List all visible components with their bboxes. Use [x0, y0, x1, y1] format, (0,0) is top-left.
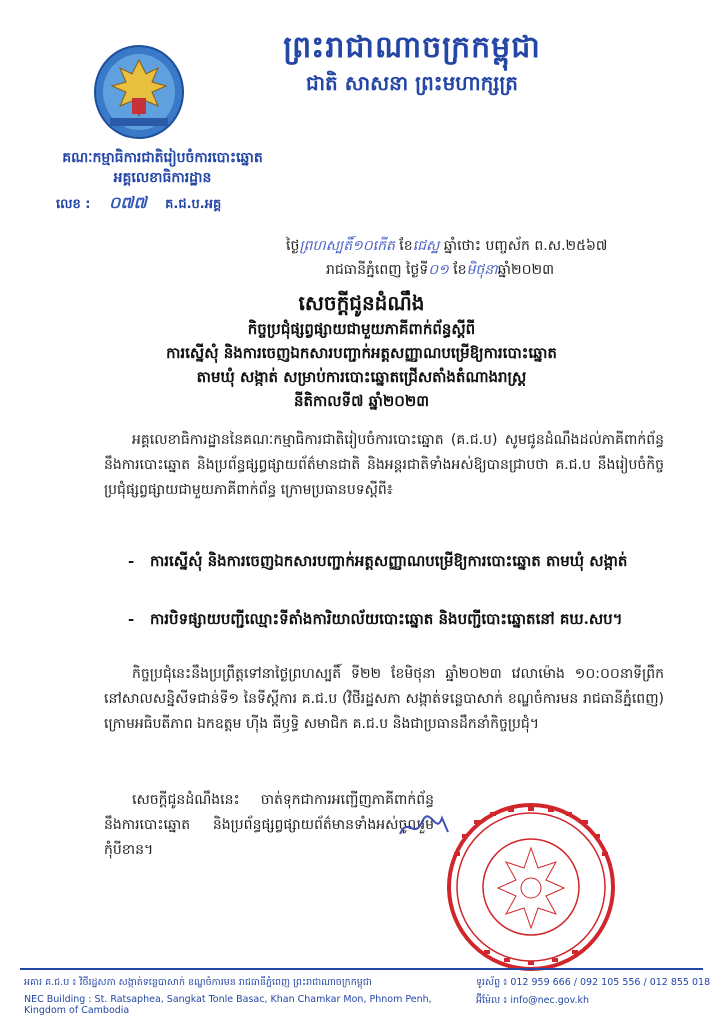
solar-year: ឆ្នាំ២០២៣: [497, 262, 555, 278]
intro-paragraph: អគ្គលេខាធិការដ្ឋាននៃគណៈកម្មាធិការជាតិរៀបចំការបោះឆ្នោត (គ.ជ.ប) សូមជូនដំណឹងដល់ភាគីពាក់ព័ន្ធនឹងការបោះឆ្នោត និងប្រព័ន្ធផ្សព្វផ្សាយព័ត៌មានជាតិ និងអន្តរជាតិទាំងអស់ឱ្យបានជ្រាបថា គ.ជ.ប នឹងរៀបចំកិច្ចប្រជុំផ្សព្វផ្សាយជាមួយភាគីពាក់ព័ន្ធ ក្រោមប្រធានបទស្តីពី៖: [104, 432, 664, 498]
footer-email: អ៊ីម៉ែល ៖ info@nec.gov.kh: [476, 995, 590, 1006]
official-seal-icon: [444, 800, 619, 975]
nec-logo-icon: [92, 42, 186, 142]
closing-paragraph: សេចក្តីជូនដំណឹងនេះ ចាត់ទុកជាការអញ្ជើញភាគីពាក់ព័ន្ធនឹងការបោះឆ្នោត និងប្រព័ន្ធផ្សព្វផ្សាយព័ត៌មានទាំងអស់ចូលរួមកុំបីខាន។: [104, 792, 434, 858]
footer-address-kh: អគារ គ.ជ.ប ៖ វិថីរដ្ឋសភា សង្កាត់ទន្លេបាសាក់ ខណ្ឌចំការមន រាជធានីភ្នំពេញ ព្រះរាជាណាចក្រកម្ពុជា: [24, 977, 372, 988]
bullet-text: ការបិទផ្សាយបញ្ជីឈ្មោះទីតាំងការិយាល័យបោះឆ្នោត និងបញ្ជីបោះឆ្នោតនៅ គឃ.សប។: [150, 610, 623, 628]
dash-icon: -: [128, 552, 135, 570]
place-prefix: រាជធានីភ្នំពេញ ថ្ងៃទី: [326, 262, 429, 278]
ref-label: លេខ :: [56, 197, 91, 212]
org-block: [40, 148, 285, 188]
subtitle-2: ការស្នើសុំ និងការចេញឯកសារបញ្ជាក់អត្តសញ្ញាណបម្រើឱ្យការបោះឆ្នោត: [166, 344, 557, 362]
lunar-month-handwritten: ជេស្ឋ: [412, 238, 440, 254]
bullet-item: [128, 548, 670, 575]
day-handwritten: ០១: [428, 262, 449, 278]
subtitle-1: កិច្ចប្រជុំផ្សព្វផ្សាយជាមួយភាគីពាក់ព័ន្ធស្តីពី: [247, 320, 476, 338]
lunar-day-handwritten: ព្រហស្បតិ៍១០កើត: [299, 238, 395, 254]
dash-icon: -: [128, 610, 135, 628]
document-title: សេចក្តីជូនដំណឹង: [298, 291, 425, 315]
reference-line: [56, 192, 296, 216]
meeting-paragraph: កិច្ចប្រជុំនេះនឹងប្រព្រឹត្តទៅនាថ្ងៃព្រហស្បតិ៍ ទី២២ ខែមិថុនា ឆ្នាំ២០២៣ វេលាម៉ោង ១០:០០នាទីព្រឹក នៅសាលសន្និសីទជាន់ទី១ នៃទីស្តីការ គ.ជ.ប (វិថីរដ្ឋសភា សង្កាត់ទន្លេបាសាក់ ខណ្ឌចំការមន រាជធានីភ្នំពេញ) ក្រោមអធិបតីភាព ឯកឧត្តម ហ៊ីង ធីឫទ្ធិ សមាជិក គ.ជ.ប និងជាប្រធានដឹកនាំកិច្ចប្រជុំ។: [104, 666, 664, 732]
lunar-month-label: ខែ: [399, 238, 413, 254]
solar-date-line: [326, 260, 706, 281]
lunar-date-line: [286, 236, 706, 257]
subtitle-3: តាមឃុំ សង្កាត់ សម្រាប់ការបោះឆ្នោតជ្រើសតាំងតំណាងរាស្ត្រ: [196, 368, 527, 386]
month-label: ខែ: [453, 262, 467, 278]
ref-code: គ.ជ.ប.អគ្គ: [165, 197, 222, 212]
footer-phone: ទូរស័ព្ទ ៖ 012 959 666 / 092 105 556 / 012 855 018: [476, 977, 711, 988]
lunar-year: ឆ្នាំថោះ បញ្ចស័ក ព.ស.២៥៦៧: [443, 238, 608, 254]
footer-divider: [20, 968, 703, 970]
national-motto: ជាតិ សាសនា ព្រះមហាក្សត្រ: [306, 71, 518, 95]
bullet-text: ការស្នើសុំ និងការចេញឯកសារបញ្ជាក់អត្តសញ្ញាណបម្រើឱ្យការបោះឆ្នោត តាមឃុំ សង្កាត់: [150, 552, 628, 570]
org-name: គណៈកម្មាធិការជាតិរៀបចំការបោះឆ្នោត: [62, 150, 263, 166]
ref-number: ០៧៧: [109, 193, 147, 212]
subtitle-4: នីតិកាលទី៧ ឆ្នាំ២០២៣: [293, 392, 430, 410]
kingdom-title: ព្រះរាជាណាចក្រកម្ពុជា: [283, 30, 541, 65]
footer-address-en: NEC Building : St. Ratsaphea, Sangkat Tonle Basac, Khan Chamkar Mon, Phnom Penh, Kingdom of Cambodia: [24, 994, 432, 1016]
lunar-prefix: ថ្ងៃ: [286, 238, 300, 254]
bullet-item: [128, 606, 670, 633]
month-handwritten: មិថុនា: [466, 262, 498, 278]
org-department: អគ្គលេខាធិការដ្ឋាន: [113, 170, 212, 186]
